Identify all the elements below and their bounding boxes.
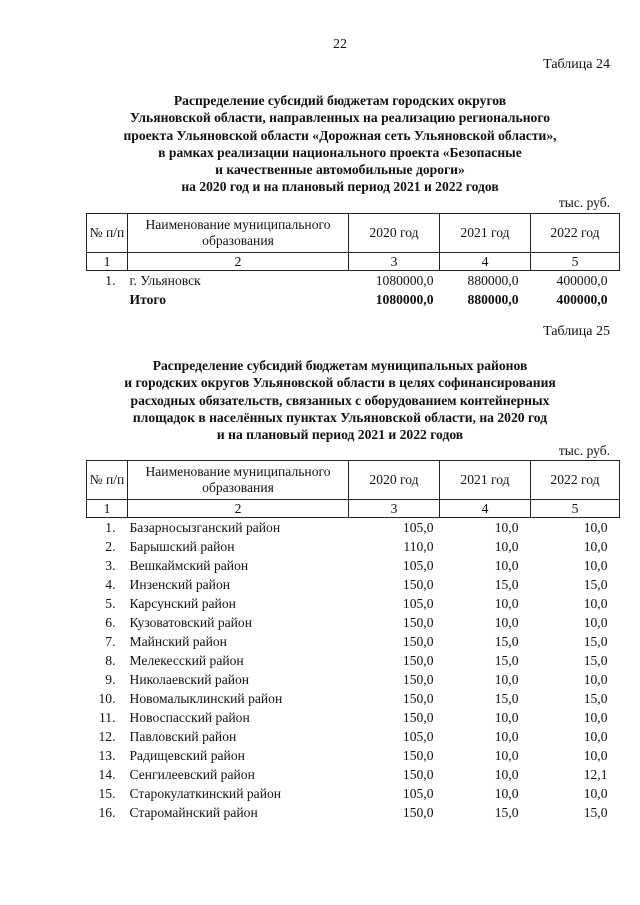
column-number: 2 <box>128 500 349 518</box>
value-2022: 15,0 <box>583 691 608 706</box>
title-line: и качественные автомобильные дороги» <box>215 162 465 178</box>
value-2022: 15,0 <box>583 805 608 820</box>
table-24-units: тыс. руб. <box>558 195 610 210</box>
column-number: 1 <box>87 500 128 518</box>
value-2021: 10,0 <box>494 767 519 782</box>
title-line: и на плановый период 2021 и 2022 годов <box>216 427 464 443</box>
value-2020: 150,0 <box>402 615 434 630</box>
row-number: 8. <box>105 653 116 668</box>
table-row <box>87 765 620 784</box>
value-2020: 105,0 <box>402 786 434 801</box>
table-row <box>87 651 620 670</box>
value-2021: 15,0 <box>494 805 519 820</box>
value-2022: 10,0 <box>583 520 608 535</box>
value-2022: 10,0 <box>583 539 608 554</box>
value-2021: 10,0 <box>494 710 519 725</box>
total-2022: 400000,0 <box>556 292 608 307</box>
table-row <box>87 689 620 708</box>
table-row <box>87 594 620 613</box>
title-line: и городских округов Ульяновской области в целях софинансирования <box>124 375 556 391</box>
value-2022: 15,0 <box>583 634 608 649</box>
value-2020: 150,0 <box>402 691 434 706</box>
value-2021: 15,0 <box>494 634 519 649</box>
total-2020: 1080000,0 <box>375 292 434 307</box>
title-line: проекта Ульяновской области «Дорожная сеть Ульяновской области», <box>123 127 557 143</box>
title-line: Ульяновской области, направленных на реализацию регионального <box>129 110 550 126</box>
row-number: 10. <box>98 691 116 706</box>
municipality-name: Новоспасский район <box>129 710 250 725</box>
row-number: 7. <box>105 634 116 649</box>
table-25-label: Таблица 25 <box>543 324 610 339</box>
value-2021: 10,0 <box>494 539 519 554</box>
header-2020: 2020 год <box>349 461 440 500</box>
value-2020: 150,0 <box>402 805 434 820</box>
table-row <box>87 803 620 822</box>
total-2021: 880000,0 <box>467 292 519 307</box>
municipality-name: Старокулаткинский район <box>129 786 282 801</box>
column-number: 5 <box>531 500 620 518</box>
value-2020: 110,0 <box>403 539 434 554</box>
header-2021: 2021 год <box>440 461 531 500</box>
value-2020: 150,0 <box>402 748 434 763</box>
value-2021: 10,0 <box>494 672 519 687</box>
table-row <box>87 271 620 291</box>
municipality-name: г. Ульяновск <box>129 273 201 288</box>
title-line: Распределение субсидий бюджетам городских округов <box>173 93 507 108</box>
row-number: 13. <box>98 748 116 763</box>
municipality-name: Инзенский район <box>129 577 231 592</box>
municipality-name: Сенгилеевский район <box>129 767 255 782</box>
value-2021: 10,0 <box>494 729 519 744</box>
total-label: Итого <box>129 292 166 307</box>
title-line: Распределение субсидий бюджетам муниципальных районов <box>152 358 528 373</box>
row-number: 16. <box>98 805 116 820</box>
value-2021: 10,0 <box>494 520 519 535</box>
row-number: 6. <box>105 615 116 630</box>
column-number: 3 <box>349 253 440 271</box>
value-2022: 10,0 <box>583 558 608 573</box>
municipality-name: Майнский район <box>129 634 227 649</box>
table-25-units: тыс. руб. <box>558 443 610 458</box>
column-number-row <box>87 500 620 518</box>
value-2021: 10,0 <box>494 786 519 801</box>
table-25-title <box>60 357 620 443</box>
row-number: 3. <box>105 558 116 573</box>
row-number: 4. <box>105 577 116 592</box>
table-24-title <box>60 92 620 196</box>
value-2022: 10,0 <box>583 615 608 630</box>
header-2022: 2022 год <box>531 214 620 253</box>
municipality-name: Старомайнский район <box>129 805 258 820</box>
row-number: 14. <box>98 767 116 782</box>
table-row <box>87 784 620 803</box>
header-2022: 2022 год <box>531 461 620 500</box>
value-2020: 105,0 <box>402 558 434 573</box>
row-number: 2. <box>105 539 116 554</box>
value-2020: 150,0 <box>402 634 434 649</box>
value-2020: 105,0 <box>402 596 434 611</box>
municipality-name: Кузоватовский район <box>129 615 253 630</box>
value-2021: 10,0 <box>494 748 519 763</box>
municipality-name: Мелекесский район <box>129 653 244 668</box>
municipality-name: Вешкаймский район <box>129 558 249 573</box>
municipality-name: Новомалыклинский район <box>129 691 283 706</box>
column-number: 2 <box>128 253 349 271</box>
row-number: 5. <box>105 596 116 611</box>
column-number: 4 <box>440 500 531 518</box>
value-2020: 150,0 <box>402 767 434 782</box>
page-number: 22 <box>333 37 347 52</box>
value-2020: 150,0 <box>402 653 434 668</box>
header-no: № п/п <box>87 461 128 500</box>
table-row <box>87 575 620 594</box>
table-25 <box>86 460 620 822</box>
value-2020: 150,0 <box>402 672 434 687</box>
value-2020: 150,0 <box>402 577 434 592</box>
column-number-row <box>87 253 620 271</box>
row-number: 11. <box>99 710 116 725</box>
header-no: № п/п <box>87 214 128 253</box>
value-2022: 15,0 <box>583 653 608 668</box>
row-number: 12. <box>98 729 116 744</box>
total-row <box>87 290 620 309</box>
column-number: 5 <box>531 253 620 271</box>
value-2022: 400000,0 <box>556 273 608 288</box>
table-row <box>87 556 620 575</box>
table-row <box>87 708 620 727</box>
municipality-name: Радищевский район <box>129 748 245 763</box>
value-2022: 10,0 <box>583 710 608 725</box>
value-2022: 12,1 <box>583 767 608 782</box>
value-2021: 10,0 <box>494 615 519 630</box>
value-2020: 105,0 <box>402 729 434 744</box>
value-2022: 10,0 <box>583 786 608 801</box>
municipality-name: Павловский район <box>129 729 237 744</box>
table-24-label: Таблица 24 <box>543 57 610 72</box>
column-number: 1 <box>87 253 128 271</box>
value-2022: 15,0 <box>583 577 608 592</box>
table-row <box>87 746 620 765</box>
value-2021: 15,0 <box>494 691 519 706</box>
value-2022: 10,0 <box>583 596 608 611</box>
municipality-name: Барышский район <box>129 539 235 554</box>
value-2021: 15,0 <box>494 653 519 668</box>
header-name: Наименование муниципального образования <box>128 461 349 500</box>
row-number: 9. <box>105 672 116 687</box>
table-row <box>87 537 620 556</box>
row-number: 1. <box>105 520 116 535</box>
value-2021: 15,0 <box>494 577 519 592</box>
municipality-name: Базарносызганский район <box>129 520 281 535</box>
header-2021: 2021 год <box>440 214 531 253</box>
municipality-name: Николаевский район <box>129 672 250 687</box>
table-row <box>87 613 620 632</box>
value-2021: 880000,0 <box>467 273 519 288</box>
value-2020: 105,0 <box>402 520 434 535</box>
value-2022: 10,0 <box>583 729 608 744</box>
table-25-body <box>87 518 620 823</box>
title-line: в рамках реализации национального проекта «Безопасные <box>158 144 522 160</box>
title-line: площадок в населённых пунктах Ульяновской области, на 2020 год <box>132 409 548 425</box>
title-line: на 2020 год и на плановый период 2021 и 2022 годов <box>181 179 499 195</box>
value-2021: 10,0 <box>494 596 519 611</box>
value-2020: 1080000,0 <box>375 273 434 288</box>
row-number: 15. <box>98 786 116 801</box>
column-number: 3 <box>349 500 440 518</box>
value-2022: 10,0 <box>583 672 608 687</box>
value-2021: 10,0 <box>494 558 519 573</box>
table-row <box>87 727 620 746</box>
column-number: 4 <box>440 253 531 271</box>
table-24 <box>86 213 620 309</box>
header-2020: 2020 год <box>349 214 440 253</box>
header-name: Наименование муниципального образования <box>128 214 349 253</box>
table-row <box>87 518 620 538</box>
value-2022: 10,0 <box>583 748 608 763</box>
row-number: 1. <box>105 273 116 288</box>
municipality-name: Карсунский район <box>129 596 236 611</box>
table-row <box>87 670 620 689</box>
table-row <box>87 632 620 651</box>
title-line: расходных обязательств, связанных с оборудованием контейнерных <box>130 392 550 408</box>
value-2020: 150,0 <box>402 710 434 725</box>
